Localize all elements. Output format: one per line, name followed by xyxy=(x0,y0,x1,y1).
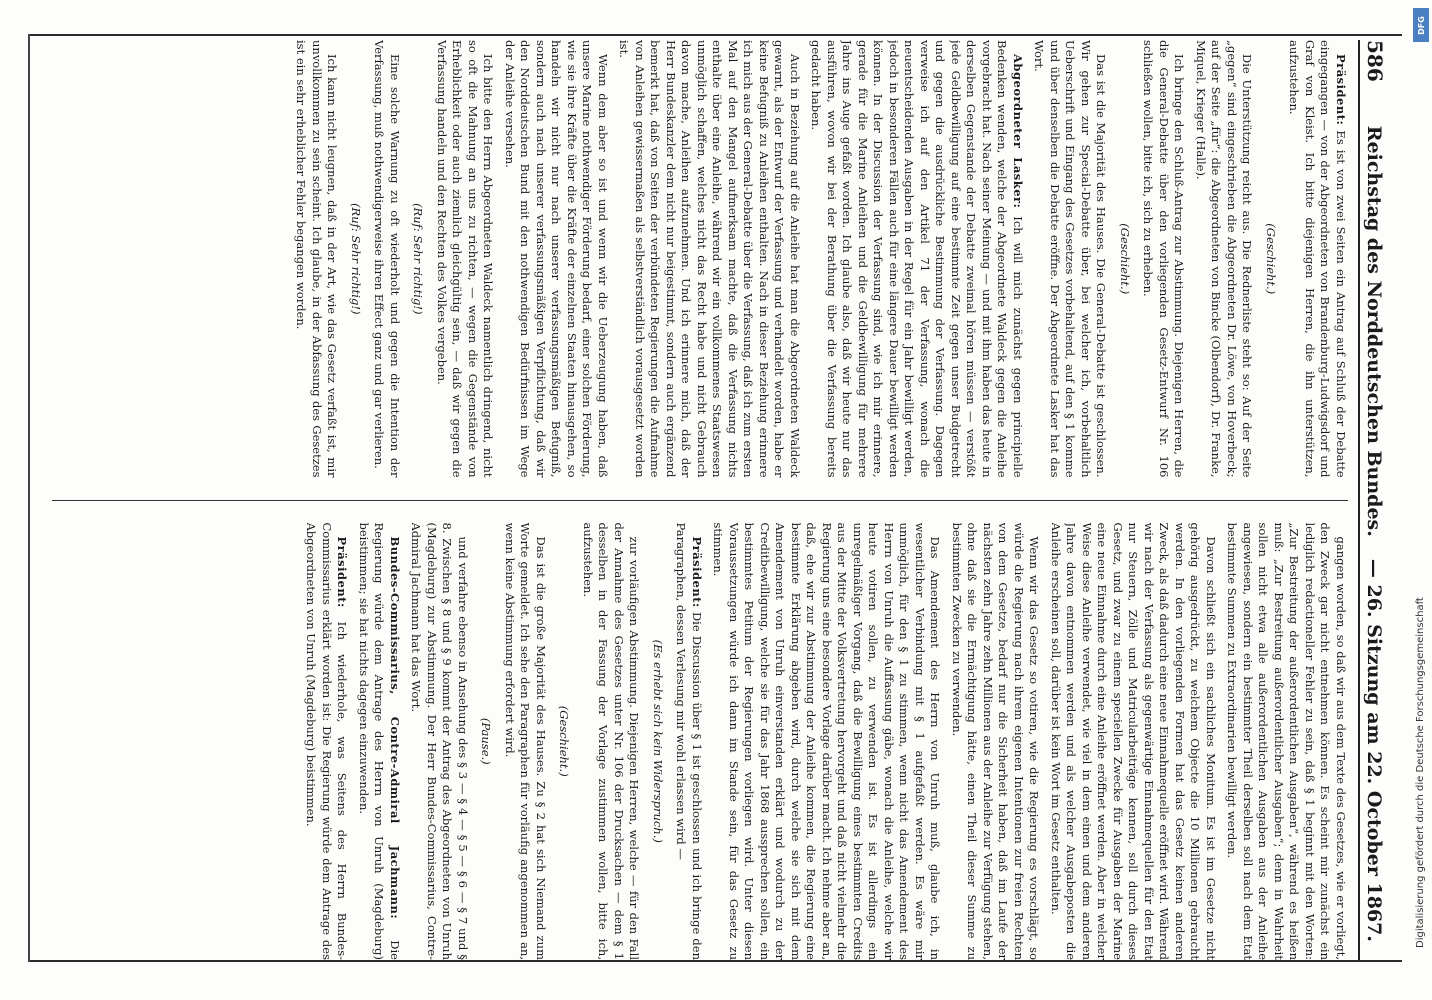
paragraph-text: Ich bitte den Herrn Abgeordneten Waldeck namentlich dringend, nicht so oft die Mahnung an uns zu richten, — wegen die Gegenstände von Erheblichkeit oder auch ziemlich gleichgültig sein, — daß wir gegen die Verfassung handeln und den Rechten des Volkes vergeben. xyxy=(435,40,496,478)
paragraph-text: (Geschieht.) xyxy=(1264,223,1278,295)
paragraph-text: (Ruf: Sehr richtig!) xyxy=(349,203,363,315)
paragraph xyxy=(710,523,943,961)
paragraph-text: Davon schließt sich ein sachliches Monitum. Es ist im Gesetze nicht gehörig ausgedrückt, zu welchem Objecte die 10 Millionen gebraucht werden. In den vorliegenden Formen hat das Gesetz keinen anderen Zweck, als daß dadurch eine neue Einnahmequelle eröffnet wird. Während wir nach der Verfassung als gegenwärtige Einnahmequellen für den Etat nur Steuern, Zölle und Matricularbeiträge kennen, soll durch dieses Gesetz, und zwar zu einem speciellen Zwecke für Ausgaben der Marine eine neue Einnahme durch eine Anleihe eröffnet werden. Aber in welcher Weise diese Anleihe verwendet, wie viel in dem einen und dem anderen Jahre davon entnommen werden und als welcher Ausgabeposten die Anleihe erscheinen soll, darüber ist kein Wort im Gesetz enthalten. xyxy=(1049,522,1218,960)
column-divider xyxy=(52,500,1348,501)
paragraph-text: Ich wiederhole, was Seitens des Herrn Bundes-Commissarius erklärt worden ist: Die Regierung würde dem Antrage des Abgeordneten von Unruh (Magdeburg) beistimmen. xyxy=(304,522,350,960)
stage-direction xyxy=(1117,40,1133,478)
right-column xyxy=(52,523,1348,961)
dfg-logo: DFG xyxy=(1413,8,1429,42)
paragraph-text: Wenn wir das Gesetz so votiren, wie die Regierung es vorschlägt, so würde die Regierung nach ihrem eigenen Intentionen zur freien Rechten von dem Gesetze, bedarf nur die Sicherheit haben, daß im Laufe der nächsten zehn Jahre zehn Millionen aus der Anleihe zur Verfügung stehen, ohne daß sie die Ermächtigung hätte, einen Theil dieser Summe zu bestimmten Zwecken zu verwenden. xyxy=(950,522,1042,960)
paragraph-text: gangen worden, so daß wir aus dem Texte des Gesetzes, wie er vorliegt, den Zweck gar nicht entnehmen können. Es scheint mir zunächst ein lediglich redactioneller Fehler zu sein, daß § 1 beginnt mit den Worten: „Zur Bestreitung der außerordentlichen Ausgaben“, während es heißen muß: „Zur Bestreitung außerordentlicher Ausgaben“; denn in Wahrheit sollen nicht etwa alle außerordentlichen Ausgaben aus der Anleihe angewiesen, sondern ein bestimmter Theil derselben soll nach dem Etat bestimmte Summen zu Extraordinarien bewilligt werden. xyxy=(1225,522,1348,960)
paragraph xyxy=(1286,40,1348,478)
stage-direction xyxy=(348,40,364,478)
paragraph-text: Die Unterstützung reicht aus. Die Rednerliste steht so: Auf der Seite „gegen“ sind eingeschrieben die Abgeordneten Dr. Löwe, von Hoverbeck; auf der Seite „für“: die Abgeordneten von Bincke (Olbendorf), Dr. Franke, Miquel, Krieger (Halle). xyxy=(1194,40,1255,478)
paragraph-text: Ich will mich zunächst gegen principielle Bedenken wenden, welche der Abgeordnete Waldeck gegen die Anleihe vorgebracht hat. Nach seiner Meinung — und mit ihm haben das heute in derselben Gegenstande der Debatte zweimal hören müssen — verstößt jede Geldbewilligung auf eine bestimmte Zeit gegen unser Budgetrecht und gegen die ausdrückliche Bestimmung der Verfassung. Dagegen verweise ich auf den Artikel 71 der Verfassung, wonach die neuentscheidenden Ausgaben in der Regel für ein Jahr bewilligt werden, jedoch in besonderen Fällen auch für eine längere Dauer bewilligt werden können. In der Discussion der Verfassung sind, wie ich mir erinnere, gerade für die Marine Anleihen und die Geldbewilligung für mehrere Jahre ins Auge gefaßt worden. Ich glaube also, daß wir heute nur das ausführen, wovon wir bei der Berathung über die Verfassung bereits gedacht haben. xyxy=(809,40,1025,478)
left-column xyxy=(52,40,1348,478)
stage-direction xyxy=(650,523,666,961)
paragraph xyxy=(1140,40,1187,478)
speaker-name: Präsident: xyxy=(690,536,704,608)
paragraph xyxy=(371,40,402,478)
paragraph xyxy=(408,523,470,961)
paragraph xyxy=(356,523,403,961)
speaker-name: Abgeordneter Lasker: xyxy=(1011,54,1025,209)
paragraph-text: (Geschieht.) xyxy=(557,705,572,777)
header-title-right: — 26. Sitzung am 22. October 1867. xyxy=(1363,558,1385,942)
stage-direction xyxy=(556,523,572,961)
paragraph-text: und verfahre ebenso in Ansehung des § 3 — § 4 — § 5 — § 6 — § 7 und § 8. Zwischen § 8 und § 9 kommt der Antrag des Abgeordneten von Unruh (Magdeburg) zur Abstimmung. Der Herr Bundes-Commissarius, Contre-Admiral Jachmann hat das Wort. xyxy=(409,522,470,960)
paragraph xyxy=(808,40,1025,478)
paragraph xyxy=(502,40,611,478)
paragraph-text: Ich kann nicht leugnen, daß in der Art, wie das Gesetz verfaßt ist, mir unvollkommen zu sein scheint. Ich glaube, in der Abfassung des Gesetzes ist ein sehr erheblicher Fehler begangen worden. xyxy=(294,40,340,478)
paragraph xyxy=(1224,523,1348,961)
speaker-name: Präsident: xyxy=(335,536,350,608)
paragraph xyxy=(502,523,549,961)
paragraph-text: Das ist die Majorität des Hauses. Die General-Debatte ist geschlossen. Wir gehen zur Special-Debatte über, bei welcher ich, vorbehaltlich Ueberschrift und Eingang des Gesetzes vorbehaltend, auf den § 1 komme und über denselben die Debatte eröffne. Der Abgeordnete Lasker hat das Wort. xyxy=(1032,40,1109,478)
paragraph-text: zur vorläufigen Abstimmung. Diejenigen Herren, welche — für den Fall der Annahme des Gesetzes unter Nr. 106 der Drucksachen — dem § 1 desselben in der Fassung der Vorlage zustimmen wollen, bitte ich, aufzustehen. xyxy=(581,522,642,960)
page-header xyxy=(1358,40,1392,960)
paragraph xyxy=(434,40,496,478)
paragraph-text: Das ist die große Majorität des Hauses. Zu § 2 hat sich Niemand zum Worte gemeldet. Ich sehe den Paragraphen für vorläufig angenommen an, wenn keine Abstimmung erfordert wird. xyxy=(503,522,548,960)
stage-direction xyxy=(1263,40,1279,478)
paragraph xyxy=(949,523,1042,961)
paragraph-text: (Pause.) xyxy=(479,717,494,765)
paragraph xyxy=(580,523,642,961)
paragraph xyxy=(1031,40,1109,478)
paragraph-text: Die Regierung würde dem Antrage des Herrn von Unruh (Magdeburg) beistimmen; sie hat nichts dagegen einzuwenden. xyxy=(357,522,402,960)
header-title-left: Reichstag des Norddeutschen Bundes. xyxy=(1363,125,1385,537)
paragraph-text: Eine solche Warnung zu oft wiederholt und gegen die Intention der Verfassung, muß nothwendigerweise ihren Effect ganz und gar verlieren. xyxy=(372,40,402,478)
text-columns xyxy=(52,40,1348,960)
stage-direction xyxy=(478,523,494,961)
paragraph-text: Ich bringe den Schluß-Antrag zur Abstimmung. Diejenigen Herren, die die General-Debatte über den vorliegenden Gesetz-Entwurf Nr. 106 schließen wollen, bitte ich, sich zu erheben. xyxy=(1141,40,1187,478)
paragraph xyxy=(1193,40,1255,478)
speaker-name: Präsident: xyxy=(1334,54,1348,126)
paragraph-text: Die Discussion über § 1 ist geschlossen und ich bringe den Paragraphen, dessen Verlesung mir wohl erlassen wird — xyxy=(674,522,704,960)
paragraph-text: (Ruf: Sehr richtig!) xyxy=(411,203,426,315)
paragraph-text: (Geschieht.) xyxy=(1118,223,1132,295)
paragraph xyxy=(1048,523,1219,961)
paragraph-text: Auch in Beziehung auf die Anleihe hat man die Abgeordneten Waldeck gewarnt, als der Entwurf der Verfassung und verhandelt worden, habe er keine Befugniß zu Anleihen enthalten. Nach in dieser Beziehung erinnere ich mich aus der General-Debatte über die Verfassung, daß ich zum ersten Mal auf den Mangel aufmerksam machte, daß die Verfassung nichts enthalte über eine Anleihe, während wir ein vollkommenes Staatswesen unmöglich schaffen, welches nicht das Recht habe und nicht Gebrauch davon mache, Anleihen aufzunehmen. Und ich erinnere mich, daß der Herr Bundeskanzler dem nicht nur beigestimmt, sondern auch ergänzend bemerkt hat, daß von Seiten der verbündeten Regierungen die Aufnahme von Anleihen gewissermaßen als selbstverständlich vorausgesetzt worden ist. xyxy=(617,40,802,478)
paragraph-text: Es ist von zwei Seiten ein Antrag auf Schluß der Debatte eingegangen — von der Abgeordneten von Brandenburg-Ludwigsdorf und Graf von Kleist. Ich bitte diejenigen Herren, die ihn unterstützen, aufzustehen. xyxy=(1287,40,1348,478)
digitization-note: Digitalisierung gefördert durch die Deutsche Forschungsgemeinschaft xyxy=(1415,597,1426,948)
paragraph-text: Wenn dem aber so ist und wenn wir die Ueberzeugung haben, daß unsere Marine nothwendiger Förderung bedarf, einer solchen Förderung, wie sie ihre Kräfte über die Kräfte der einzelnen Staaten hinausgehen, so handeln wir nicht nur nach unserer verfassungsmäßigen Befugniß, sondern auch nach unserer verfassungsmäßigen Verpflichtung, daß wir den Norddeutschen Bund mit den nothwendigen Bedürfnissen im Wege der Anleihe versehen. xyxy=(503,40,610,478)
paragraph xyxy=(293,40,340,478)
paragraph xyxy=(673,523,704,961)
stage-direction xyxy=(410,40,426,478)
paragraph-text: (Es erhebt sich kein Widerspruch.) xyxy=(651,639,665,843)
paragraph xyxy=(303,523,350,961)
speaker-name: Bundes-Commissarius, Contre-Admiral Jachmann: xyxy=(388,536,402,920)
paragraph-text: Das Amendement des Herrn von Unruh muß, glaube ich, in wesentlicher Verbindung mit § 1 aufgefaßt werden. Es wäre mir unmöglich, für den § 1 zu stimmen, wenn nicht das Amendement des Herrn von Unruh die Auffassung gäbe, wonach die Anleihe, welche wir heute votiren sollen, zu verwenden ist. Es ist allerdings ein unregelmäßiger Vorgang, daß die Bewilligung eines bestimmten Credits aus der Mitte der Volksvertretung hervorgeht und daß nicht vielmehr die Regierung uns eine besondere Vorlage darüber macht. Ich nehme aber an, daß, ehe wir zur Abstimmung der Anleihe kommen, die Regierung eine bestimmte Erklärung abgeben wird, durch welche sie sich mit dem Amendement von Unruh einverstanden erklärt und wodurch zu der Creditbewilligung, welche sie für das Jahr 1868 aussprechen sollen, ein bestimmtes Petitum der Regierungen vorliegen wird. Unter diesen Voraussetzungen würde ich dann im Stande sein, für das Gesetz zu stimmen. xyxy=(711,522,943,960)
paragraph xyxy=(616,40,802,478)
page-number: 586 xyxy=(1363,40,1387,82)
